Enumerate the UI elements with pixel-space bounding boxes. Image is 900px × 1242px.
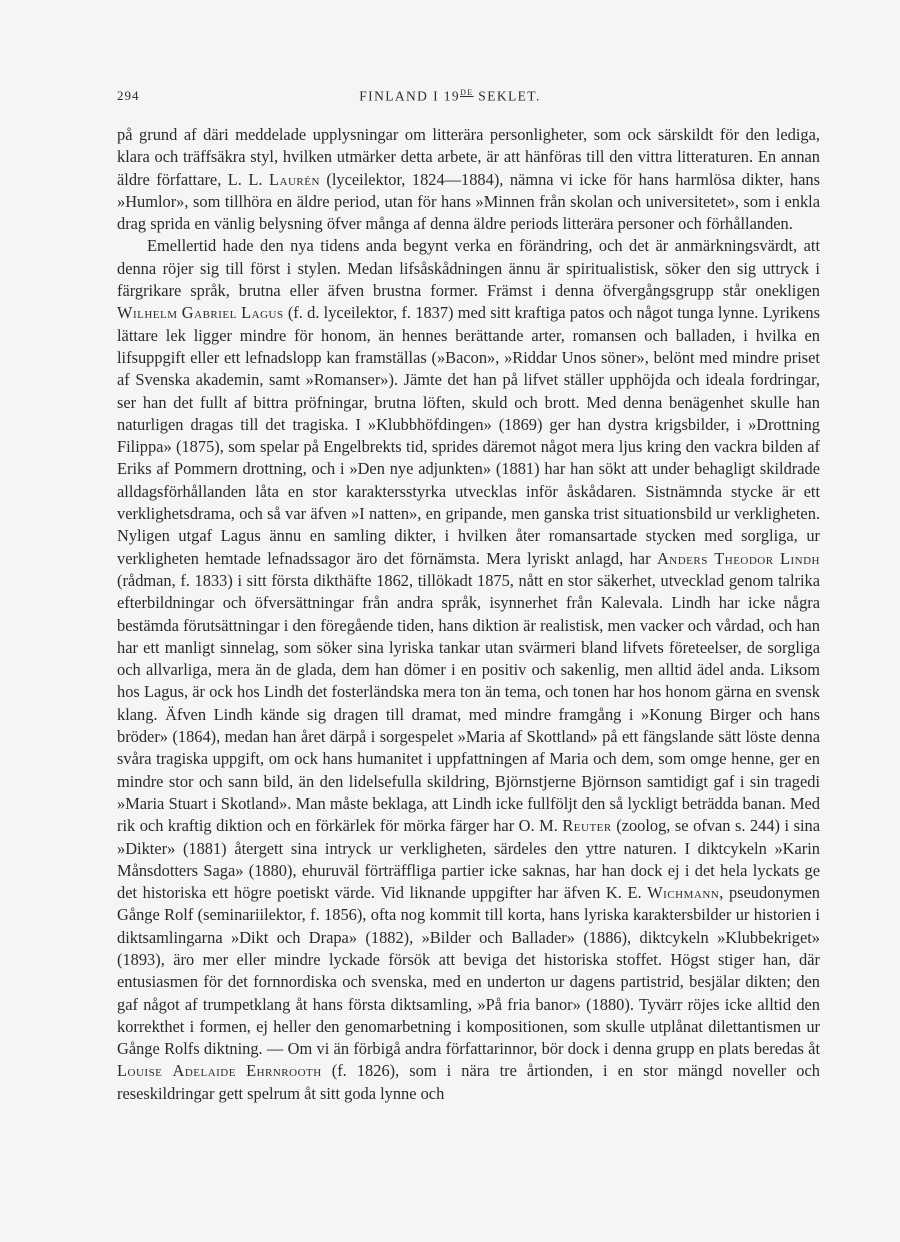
page-number: 294 (117, 88, 140, 103)
text-run: på grund af däri meddelade upplysningar om litterära personligheter, som ock särskildt för den lediga, klara och träffsäkra styl, hvilken utmärker detta arbete, är att hänföras till den vittra litteraturen. En annan äldre författare, L. L. (117, 125, 820, 189)
author-name: Ehrnrooth (246, 1061, 322, 1081)
text-run: (f. 1826), som i nära tre årtionden, i en stor mängd noveller och reseskildringar gett spelrum åt sitt goda lynne och (117, 1061, 820, 1103)
paragraph (117, 235, 820, 1105)
author-name: Wichmann (647, 883, 720, 903)
running-title-end: SEKLET. (473, 88, 541, 104)
author-name: Lindh (779, 548, 820, 568)
author-name: Anders (656, 548, 708, 568)
author-name: Theodor (714, 548, 774, 568)
running-head (0, 88, 900, 108)
author-name: Reuter (562, 816, 612, 836)
text-run: Emellertid hade den nya tidens anda begynt verka en förändring, och det är anmärkningsvärdt, att denna röjer sig till först i stylen. Medan lifsåskådningen ännu är spiritualistisk, söker den sig uttryck i färgrikare språk, brutna eller äfven brustna former. Främst i denna öfvergångsgrupp står onekligen (117, 236, 820, 301)
running-title-superscript: DE (460, 88, 474, 97)
text-run: (zoolog, se ofvan s. 244) i sina »Dikter» (1881) återgett sina intryck ur verkligheten, särdeles den yttre naturen. I diktcykeln »Karin Månsdotters Saga» (1880), ehuruväl förträffliga partier icke saknas, har han dock ej i det hela lyckats ge det historiska ett högre poetiskt värde. Vid liknande uppgifter har äfven K. E. (117, 816, 820, 903)
running-title (0, 88, 900, 105)
author-name: Wilhelm (117, 303, 178, 323)
author-name: Adelaide (172, 1061, 236, 1081)
text-run: (f. d. lyceilektor, f. 1837) med sitt kraftiga patos och något tunga lynne. Lyrikens lättare lek ligger mindre för honom, än hennes berättande arter, romansen och balladen, i hvilka en lifsuppgift eller ett lefnadslopp kan framställas (»Bacon», »Riddar Unos söner», belönt med mindre priset af Svenska akademin, samt »Romanser»). Jämte det han på lifvet ställer upphöjda och ideala fordringar, ser han det fullt af bittra pröfningar, brutna löften, skuld och brott. Med denna benägenhet skulle han naturligen dragas till det tragiska. I »Klubbhöfdingen» (1869) ger han dystra krigsbilder, i »Drottning Filippa» (1875), som spelar på Engelbrekts tid, sprides däremot något mera ljus kring den vackra bilden af Eriks af Pommern drottning, och i »Den nye adjunkten» (1881) har han sökt att under behagligt skildrade alldagsförhållanden låta en stor karaktersstyrka utvecklas inför åskådaren. Sistnämnda stycke är ett verklighetsdrama, och så var äfven »I natten», en gripande, men ganska trist situationsbild ur verkligheten. Nyligen utgaf Lagus ännu en samling dikter, i hvilken åter romansartade stycken med sorgliga, ur verkligheten hemtade lefnadssagor äro det förnämsta. Mera lyriskt anlagd, har (117, 303, 820, 568)
text-run: (rådman, f. 1833) i sitt första dikthäfte 1862, tillökadt 1875, nått en stor säkerhet, utvecklad genom talrika efterbildningar och öfversättningar från andra språk, isynnerhet från Kalevala. Lindh har icke några bestämda förutsättningar i den föregående tiden, hans diktion är realistisk, men vacker och vårdad, och han har ett manligt sinnelag, som söker sina lyriska tankar utan svärmeri bland lifvets företeelser, de sorgliga och allvarliga, mera än de glada, dem han dömer i en positiv och sakenlig, men alltid ädel anda. Liksom hos Lagus, är ock hos Lindh det fosterländska mera ton än tema, och tonen har hos honom gärna en svensk klang. Äfven Lindh kände sig dragen till dramat, med mindre framgång i »Konung Birger och hans bröder» (1864), medan han året därpå i sorgespelet »Maria af Skottland» på ett fängslande sätt löste denna svåra tragiska uppgift, om ock hans humanitet i uppfattningen af Maria och dem, som omge henne, ger en mindre stor och sann bild, än den lidelsefulla skildring, Björnstjerne Björnson samtidigt gaf i sin tragedi »Maria Stuart i Skotland». Man måste beklaga, att Lindh icke fullföljt den så lyckligt beträdda banan. Med rik och kraftig diktion och en förkärlek för mörka färger har O. M. (117, 570, 820, 836)
text-run: , pseudonymen Gånge Rolf (seminariilektor, f. 1856), ofta nog kommit till korta, hans lyriska karaktersbilder ur historien i diktsamlingarna »Dikt och Drapa» (1882), »Bilder och Ballader» (1886), diktcykeln »Klubbekriget» (1893), äro mer eller mindre lyckade försök att beviga det historiska stoffet. Högst stiger han, där entusiasmen för det fornnordiska och svenska, med en underton ur dagens partistrid, besjälar dikten; den gaf något af trumpetklang åt hans första diktsamling, »På fria banor» (1880). Tyvärr röjes icke alltid den korrekthet i formen, ej heller den genomarbetning i kompositionen, som skulle utplånat dilettantismen ur Gånge Rolfs diktning. — Om vi än förbigå andra författarinnor, bör dock i denna grupp en plats beredas åt (117, 883, 821, 1059)
paragraph (117, 124, 820, 235)
main-text (117, 124, 820, 1105)
author-name: Lagus (241, 303, 284, 323)
text-run: (lyceilektor, 1824—1884), nämna vi icke för hans harmlösa dikter, hans »Humlor», som tillhöra en äldre period, utan för hans »Minnen från skolan och universitetet», som i enkla drag sprida en vänlig belysning öfver många af denna äldre periods litterära personer och förhållanden. (117, 169, 820, 234)
running-title-main: FINLAND I 19 (359, 88, 461, 104)
author-name: Louise (117, 1061, 163, 1081)
author-name: Laurén (269, 169, 320, 189)
author-name: Gabriel (181, 303, 237, 323)
